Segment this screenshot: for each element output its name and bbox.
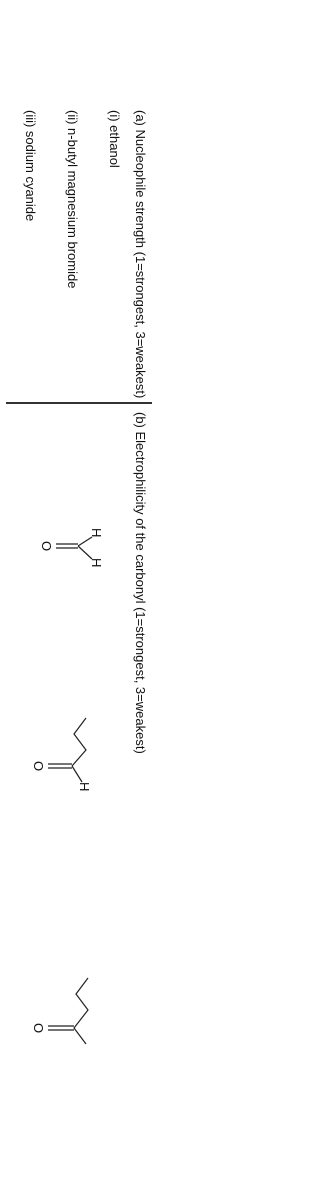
formaldehyde-h-left: H	[89, 528, 104, 538]
structure-butanal	[20, 712, 110, 822]
nucleophile-item-sodium-cyanide: (iii) sodium cyanide	[23, 110, 38, 222]
pentanone-oxygen: O	[31, 1023, 46, 1034]
nucleophile-item-butyl-grignard: (ii) n-butyl magnesium bromide	[65, 110, 80, 289]
formaldehyde-bond-h-right	[78, 546, 92, 559]
formaldehyde-bond-h-left	[78, 537, 92, 546]
nucleophile-item-ethanol: (i) ethanol	[107, 110, 122, 168]
structure-2-pentanone	[20, 972, 110, 1082]
question-sheet	[0, 0, 158, 1200]
butanal-oxygen: O	[31, 761, 46, 772]
formaldehyde-oxygen: O	[39, 541, 54, 552]
nucleophile-section	[8, 110, 148, 410]
structure-formaldehyde	[30, 522, 110, 582]
butanal-h: H	[77, 782, 92, 792]
nucleophile-heading: (a) Nucleophile strength (1=strongest, 3=weakest)	[133, 110, 148, 399]
electrophile-section	[8, 412, 148, 1198]
electrophile-heading: (b) Electrophilicity of the carbonyl (1=strongest, 3=weakest)	[133, 412, 148, 754]
formaldehyde-h-right: H	[89, 558, 104, 568]
column-divider	[6, 402, 152, 404]
butanal-chain	[72, 718, 86, 766]
butanal-bond-h	[72, 766, 82, 782]
pentanone-chain	[74, 978, 88, 1044]
